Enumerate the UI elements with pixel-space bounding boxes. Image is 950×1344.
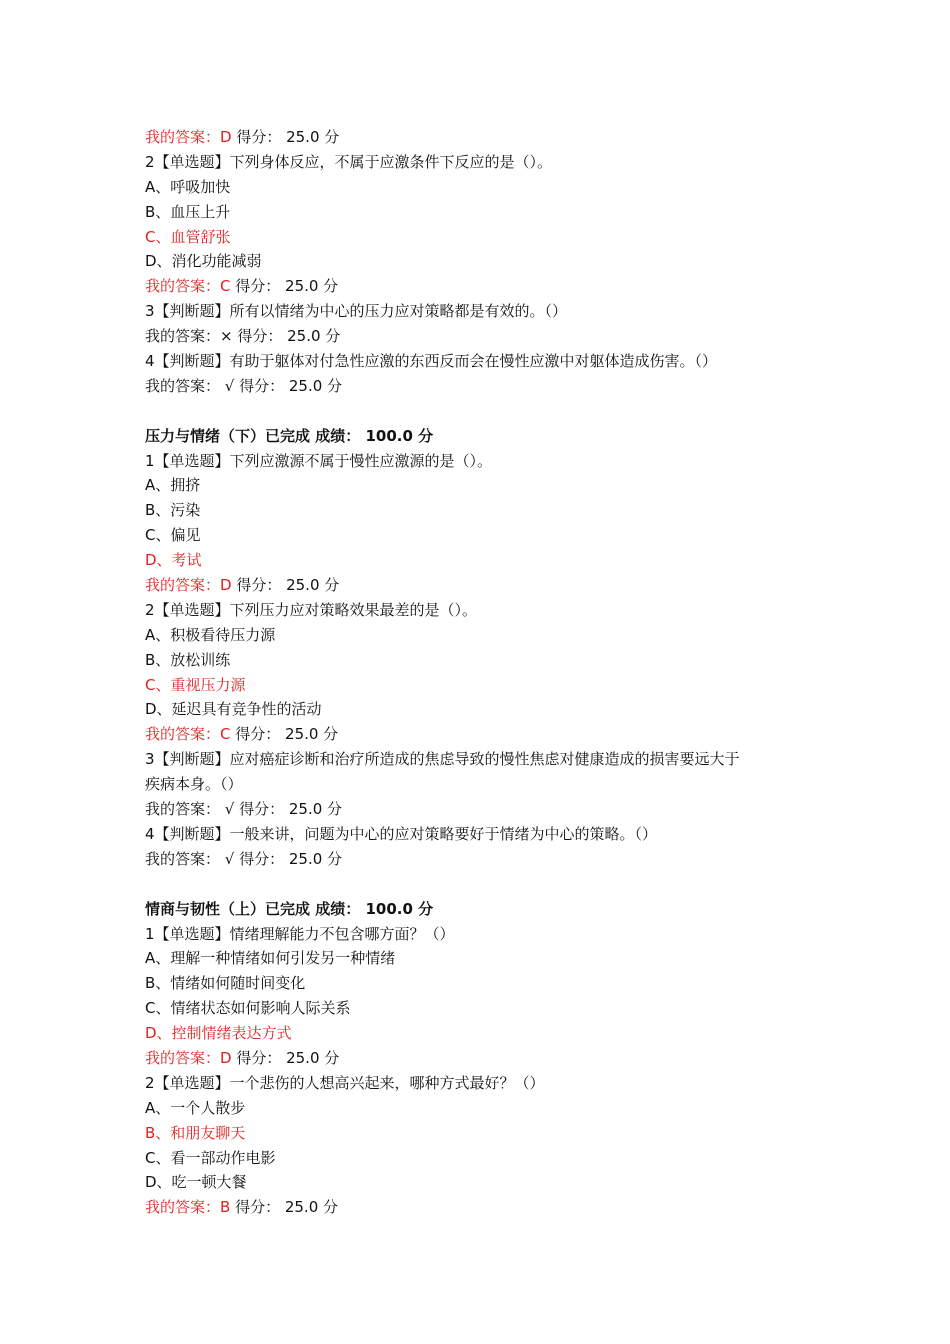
answer-line xyxy=(145,722,825,747)
answer-line: 我的答案：× 得分： 25.0 分 xyxy=(145,327,341,346)
blank-line xyxy=(145,399,825,424)
my-answer-label: 我的答案：D xyxy=(145,576,232,595)
correct-option-line: B、和朋友聊天 xyxy=(145,1123,246,1142)
question-line: 1【单选题】情绪理解能力不包含哪方面？（） xyxy=(145,924,455,943)
correct-option-line: C、血管舒张 xyxy=(145,227,231,246)
option-line: D、吃一顿大餐 xyxy=(145,1173,247,1192)
my-answer-label: 我的答案：D xyxy=(145,128,232,146)
correct-option-line: D、考试 xyxy=(145,551,202,570)
option-line: A、理解一种情绪如何引发另一种情绪 xyxy=(145,949,396,968)
answer-line: 我的答案： √ 得分： 25.0 分 xyxy=(145,849,343,868)
document-page xyxy=(145,125,825,1220)
question-line-continued: 疾病本身。（） xyxy=(145,775,243,794)
score-text: 得分： 25.0 分 xyxy=(230,1198,338,1217)
option-line: B、情绪如何随时间变化 xyxy=(145,974,306,993)
option-line: B、污染 xyxy=(145,501,201,520)
my-answer-label: 我的答案：B xyxy=(145,1198,231,1217)
section-heading: 压力与情绪（下）已完成 成绩： 100.0 分 xyxy=(145,426,434,445)
option-line: B、放松训练 xyxy=(145,650,231,669)
option-line: A、积极看待压力源 xyxy=(145,625,276,644)
option-line: C、看一部动作电影 xyxy=(145,1148,276,1167)
section-heading: 情商与韧性（上）已完成 成绩： 100.0 分 xyxy=(145,899,434,918)
answer-line: 我的答案： √ 得分： 25.0 分 xyxy=(145,800,343,819)
option-line: A、呼吸加快 xyxy=(145,177,231,196)
option-line: D、延迟具有竞争性的活动 xyxy=(145,700,322,719)
score-text: 得分： 25.0 分 xyxy=(231,128,340,146)
score-text: 得分： 25.0 分 xyxy=(230,277,339,296)
answer-line: 我的答案： √ 得分： 25.0 分 xyxy=(145,376,343,395)
my-answer-label: 我的答案：C xyxy=(145,277,231,296)
my-answer-label: 我的答案：C xyxy=(145,725,231,744)
answer-line xyxy=(145,573,825,598)
option-line: A、一个人散步 xyxy=(145,1098,246,1117)
question-line: 2【单选题】下列压力应对策略效果最差的是（）。 xyxy=(145,600,478,619)
option-line: C、偏见 xyxy=(145,526,201,545)
score-text: 得分： 25.0 分 xyxy=(230,725,339,744)
question-line: 1【单选题】下列应激源不属于慢性应激源的是（）。 xyxy=(145,451,493,470)
option-line: C、情绪状态如何影响人际关系 xyxy=(145,999,351,1018)
answer-line xyxy=(145,125,825,150)
question-line: 4【判断题】有助于躯体对付急性应激的东西反而会在慢性应激中对躯体造成伤害。（） xyxy=(145,352,718,371)
correct-option-line: C、重视压力源 xyxy=(145,675,246,694)
blank-line xyxy=(145,872,825,897)
answer-line xyxy=(145,1046,825,1071)
my-answer-label: 我的答案：D xyxy=(145,1048,232,1067)
option-line: B、血压上升 xyxy=(145,202,231,221)
question-line: 2【单选题】一个悲伤的人想高兴起来，哪种方式最好？（） xyxy=(145,1073,545,1092)
score-text: 得分： 25.0 分 xyxy=(231,576,340,595)
question-line: 3【判断题】所有以情绪为中心的压力应对策略都是有效的。（） xyxy=(145,302,568,321)
question-line: 3【判断题】应对癌症诊断和治疗所造成的焦虑导致的慢性焦虑对健康造成的损害要远大于 xyxy=(145,750,740,769)
option-line: A、拥挤 xyxy=(145,476,201,495)
correct-option-line: D、控制情绪表达方式 xyxy=(145,1024,292,1043)
score-text: 得分： 25.0 分 xyxy=(231,1048,340,1067)
option-line: D、消化功能减弱 xyxy=(145,252,262,271)
question-line: 2【单选题】下列身体反应，不属于应激条件下反应的是（）。 xyxy=(145,152,553,171)
answer-line xyxy=(145,274,825,299)
question-line: 4【判断题】一般来讲，问题为中心的应对策略要好于情绪为中心的策略。（） xyxy=(145,824,658,843)
answer-line xyxy=(145,1195,825,1220)
